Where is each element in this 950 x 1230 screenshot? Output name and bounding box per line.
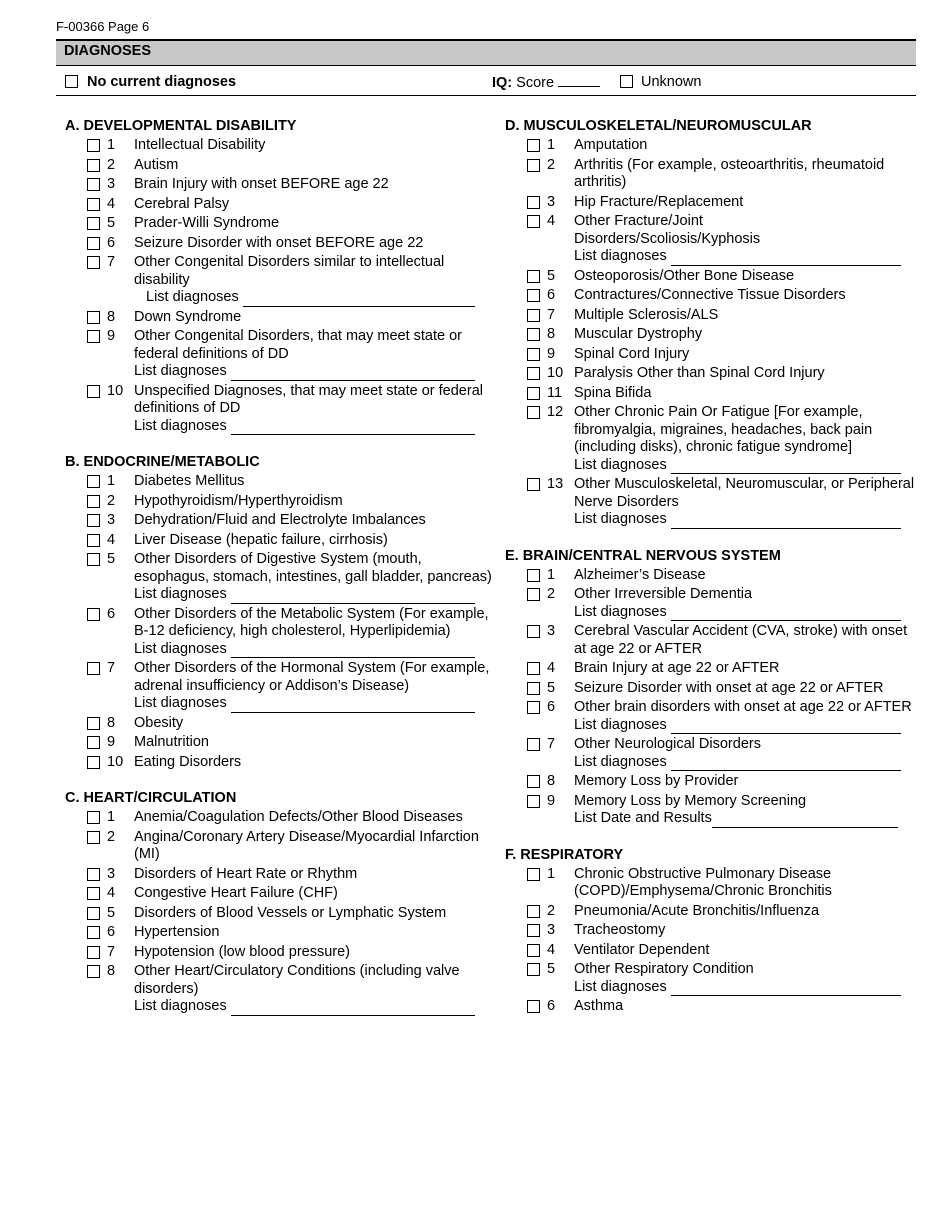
item-number: 7 bbox=[107, 660, 116, 676]
diagnosis-item[interactable] bbox=[65, 512, 495, 530]
item-number: 1 bbox=[547, 865, 556, 882]
diagnosis-item[interactable] bbox=[65, 383, 495, 436]
diagnosis-label: Other Fracture/Joint Disorders/Scoliosis/Kyphosis bbox=[574, 213, 761, 247]
list-diagnoses-label: List diagnoses bbox=[574, 456, 667, 473]
item-number: 2 bbox=[547, 156, 556, 173]
diagnosis-checkbox[interactable] bbox=[87, 311, 100, 324]
item-number: 8 bbox=[107, 963, 116, 979]
diagnosis-checkbox[interactable] bbox=[87, 495, 100, 508]
diagnosis-item[interactable] bbox=[505, 476, 915, 529]
diagnosis-checkbox[interactable] bbox=[87, 831, 100, 844]
header-row bbox=[56, 66, 916, 96]
item-number: 5 bbox=[107, 904, 116, 921]
item-number: 4 bbox=[547, 660, 556, 676]
diagnosis-item[interactable] bbox=[65, 660, 495, 713]
item-number: 5 bbox=[107, 551, 116, 567]
diagnosis-label: Anemia/Coagulation Defects/Other Blood Diseases bbox=[134, 809, 463, 825]
diagnosis-item[interactable] bbox=[505, 998, 915, 1016]
diagnosis-label: Hypothyroidism/Hyperthyroidism bbox=[134, 492, 343, 509]
diagnosis-label: Hypertension bbox=[134, 924, 220, 940]
diagnosis-label: Osteoporosis/Other Bone Disease bbox=[574, 267, 795, 284]
item-number: 3 bbox=[107, 176, 116, 192]
diagnosis-checkbox[interactable] bbox=[87, 514, 100, 527]
diagnosis-label: Other Respiratory Condition bbox=[574, 961, 754, 977]
page-title: DIAGNOSES bbox=[64, 43, 152, 59]
item-number: 7 bbox=[107, 254, 116, 270]
list-diagnoses-label: List diagnoses bbox=[134, 640, 227, 657]
diagnosis-checkbox[interactable] bbox=[87, 946, 100, 959]
diagnosis-checkbox[interactable] bbox=[527, 569, 540, 582]
diagnosis-item[interactable] bbox=[505, 680, 915, 698]
diagnosis-checkbox[interactable] bbox=[527, 701, 540, 714]
list-diagnoses-field[interactable] bbox=[231, 698, 475, 713]
item-number: 4 bbox=[547, 213, 556, 229]
diagnosis-checkbox[interactable] bbox=[87, 736, 100, 749]
diagnosis-checkbox[interactable] bbox=[87, 217, 100, 230]
diagnosis-label: Prader-Willi Syndrome bbox=[134, 215, 280, 231]
diagnosis-checkbox[interactable] bbox=[87, 868, 100, 881]
list-diagnoses-label: List diagnoses bbox=[574, 978, 667, 995]
list-diagnoses-label: List diagnoses bbox=[134, 363, 227, 379]
diagnosis-label: Other Heart/Circulatory Conditions (including valve disorders) bbox=[134, 963, 460, 997]
item-number: 5 bbox=[107, 215, 116, 231]
diagnosis-checkbox[interactable] bbox=[527, 944, 540, 957]
diagnosis-label: Diabetes Mellitus bbox=[134, 473, 245, 489]
item-number: 3 bbox=[547, 193, 556, 210]
diagnosis-label: Obesity bbox=[134, 714, 184, 731]
item-number: 1 bbox=[107, 473, 116, 489]
list-date-results-line bbox=[574, 810, 915, 828]
section-title-bar bbox=[56, 39, 916, 66]
item-number: 4 bbox=[547, 941, 556, 958]
list-diagnoses-label: List diagnoses bbox=[574, 603, 667, 620]
diagnosis-label: Multiple Sclerosis/ALS bbox=[574, 306, 719, 323]
diagnosis-checkbox[interactable] bbox=[87, 330, 100, 343]
diagnosis-item[interactable] bbox=[65, 137, 495, 155]
list-diagnoses-line bbox=[134, 586, 495, 604]
item-number: 1 bbox=[107, 137, 116, 153]
list-diagnoses-label: List diagnoses bbox=[574, 753, 667, 770]
section-developmental-disability bbox=[65, 118, 495, 435]
diagnosis-checkbox[interactable] bbox=[87, 475, 100, 488]
diagnosis-label: Amputation bbox=[574, 137, 648, 153]
diagnosis-label: Other Congenital Disorders similar to intellectual disability bbox=[134, 254, 445, 288]
diagnosis-item[interactable] bbox=[65, 754, 495, 772]
diagnosis-label: Spina Bifida bbox=[574, 384, 652, 401]
diagnosis-checkbox[interactable] bbox=[527, 406, 540, 419]
diagnosis-checkbox[interactable] bbox=[527, 309, 540, 322]
diagnosis-label: Disorders of Blood Vessels or Lymphatic System bbox=[134, 904, 447, 921]
diagnosis-item[interactable] bbox=[65, 606, 495, 659]
section-heading: C. HEART/CIRCULATION bbox=[65, 790, 237, 806]
section-heading: A. DEVELOPMENTAL DISABILITY bbox=[65, 118, 297, 134]
item-number: 6 bbox=[547, 998, 556, 1014]
diagnosis-item[interactable] bbox=[505, 903, 915, 921]
diagnosis-item[interactable] bbox=[505, 699, 915, 734]
list-diagnoses-label: List diagnoses bbox=[134, 586, 227, 602]
diagnosis-label: Dehydration/Fluid and Electrolyte Imbalances bbox=[134, 512, 426, 528]
diagnosis-checkbox[interactable] bbox=[527, 625, 540, 638]
list-diagnoses-label: List diagnoses bbox=[574, 716, 667, 733]
diagnosis-label: Disorders of Heart Rate or Rhythm bbox=[134, 865, 358, 882]
section-heading: E. BRAIN/CENTRAL NERVOUS SYSTEM bbox=[505, 547, 781, 564]
list-diagnoses-field[interactable] bbox=[671, 459, 901, 474]
list-diagnoses-label: List diagnoses bbox=[134, 998, 227, 1014]
diagnosis-label: Unspecified Diagnoses, that may meet state or federal definitions of DD bbox=[134, 382, 483, 416]
diagnosis-label: Malnutrition bbox=[134, 734, 209, 750]
diagnosis-item[interactable] bbox=[65, 235, 495, 253]
form-id: F-00366 Page 6 bbox=[56, 19, 150, 34]
diagnosis-label: Cerebral Vascular Accident (CVA, stroke) with onset at age 22 or AFTER bbox=[574, 623, 908, 657]
diagnosis-checkbox[interactable] bbox=[87, 811, 100, 824]
diagnosis-checkbox[interactable] bbox=[527, 367, 540, 380]
diagnosis-item[interactable] bbox=[505, 194, 915, 212]
diagnosis-label: Hip Fracture/Replacement bbox=[574, 193, 744, 210]
list-diagnoses-field[interactable] bbox=[231, 1001, 475, 1016]
diagnosis-item[interactable] bbox=[65, 885, 495, 903]
diagnosis-label: Other Disorders of the Metabolic System (For example, B-12 deficiency, high cholesterol, Hyperlipidemia) bbox=[134, 605, 489, 639]
diagnosis-checkbox[interactable] bbox=[527, 868, 540, 881]
diagnosis-item[interactable] bbox=[505, 736, 915, 771]
list-date-results-field[interactable] bbox=[712, 813, 898, 828]
list-diagnoses-line bbox=[574, 717, 915, 735]
diagnosis-item[interactable] bbox=[505, 586, 915, 621]
item-number: 7 bbox=[547, 736, 556, 752]
item-number: 5 bbox=[547, 961, 556, 977]
diagnosis-label: Memory Loss by Memory Screening bbox=[574, 792, 807, 809]
diagnosis-item[interactable] bbox=[505, 942, 915, 960]
diagnosis-label: Brain Injury at age 22 or AFTER bbox=[574, 660, 780, 676]
diagnosis-checkbox[interactable] bbox=[527, 905, 540, 918]
diagnosis-label: Asthma bbox=[574, 998, 624, 1014]
no-current-diagnoses-label: No current diagnoses bbox=[87, 74, 237, 90]
diagnosis-label: Other Congenital Disorders, that may meet state or federal definitions of DD bbox=[134, 328, 463, 362]
list-diagnoses-line bbox=[134, 363, 495, 381]
diagnosis-item[interactable] bbox=[65, 734, 495, 752]
list-diagnoses-line bbox=[134, 998, 495, 1016]
list-diagnoses-line bbox=[574, 979, 915, 997]
diagnosis-item[interactable] bbox=[505, 287, 915, 305]
diagnosis-label: Autism bbox=[134, 156, 179, 173]
item-number: 2 bbox=[547, 586, 556, 602]
iq-score-label: Score bbox=[516, 75, 555, 91]
diagnosis-label: Brain Injury with onset BEFORE age 22 bbox=[134, 176, 389, 192]
list-diagnoses-line bbox=[134, 641, 495, 659]
diagnosis-checkbox[interactable] bbox=[527, 1000, 540, 1013]
diagnosis-item[interactable] bbox=[65, 176, 495, 194]
list-diagnoses-label: List diagnoses bbox=[574, 248, 667, 264]
diagnosis-item[interactable] bbox=[65, 924, 495, 942]
diagnosis-label: Ventilator Dependent bbox=[574, 941, 710, 958]
diagnosis-item[interactable] bbox=[65, 196, 495, 214]
item-number: 9 bbox=[547, 345, 556, 362]
diagnosis-checkbox[interactable] bbox=[87, 198, 100, 211]
diagnosis-label: Down Syndrome bbox=[134, 308, 242, 325]
diagnosis-label: Other Disorders of the Hormonal System (For example, adrenal insufficiency or Addison’s Disease) bbox=[134, 660, 490, 694]
diagnosis-label: Other Musculoskeletal, Neuromuscular, or Peripheral Nerve Disorders bbox=[574, 476, 915, 510]
diagnosis-item[interactable] bbox=[505, 773, 915, 791]
section-heading: F. RESPIRATORY bbox=[505, 846, 624, 863]
diagnosis-item[interactable] bbox=[505, 213, 915, 266]
item-number: 3 bbox=[547, 922, 556, 938]
item-number: 9 bbox=[547, 792, 556, 809]
list-diagnoses-field[interactable] bbox=[671, 251, 901, 266]
left-column bbox=[65, 118, 495, 1035]
diagnosis-checkbox[interactable] bbox=[87, 717, 100, 730]
diagnosis-checkbox[interactable] bbox=[87, 139, 100, 152]
diagnosis-label: Other brain disorders with onset at age 22 or AFTER bbox=[574, 699, 912, 715]
item-number: 9 bbox=[107, 734, 116, 750]
diagnosis-item[interactable] bbox=[505, 385, 915, 403]
item-number: 8 bbox=[547, 773, 556, 789]
diagnosis-checkbox[interactable] bbox=[527, 478, 540, 491]
item-number: 10 bbox=[107, 753, 124, 770]
item-number: 6 bbox=[547, 287, 556, 303]
item-number: 4 bbox=[107, 885, 116, 901]
diagnosis-label: Seizure Disorder with onset at age 22 or AFTER bbox=[574, 679, 884, 696]
list-diagnoses-line bbox=[574, 754, 915, 772]
diagnosis-label: Alzheimer’s Disease bbox=[574, 566, 706, 583]
iq-score-field[interactable] bbox=[558, 74, 600, 87]
diagnosis-item[interactable] bbox=[505, 961, 915, 996]
diagnosis-item[interactable] bbox=[65, 309, 495, 327]
diagnosis-label: Chronic Obstructive Pulmonary Disease (COPD)/Emphysema/Chronic Bronchitis bbox=[574, 865, 832, 899]
diagnosis-item[interactable] bbox=[505, 660, 915, 678]
list-diagnoses-line bbox=[134, 418, 495, 436]
diagnosis-checkbox[interactable] bbox=[527, 588, 540, 601]
diagnosis-checkbox[interactable] bbox=[87, 965, 100, 978]
item-number: 2 bbox=[107, 828, 116, 845]
diagnosis-item[interactable] bbox=[505, 567, 915, 585]
diagnosis-label: Congestive Heart Failure (CHF) bbox=[134, 885, 338, 901]
diagnosis-checkbox[interactable] bbox=[87, 159, 100, 172]
diagnosis-item[interactable] bbox=[505, 157, 915, 192]
diagnosis-item[interactable] bbox=[505, 365, 915, 383]
diagnosis-checkbox[interactable] bbox=[527, 159, 540, 172]
item-number: 2 bbox=[107, 156, 116, 173]
diagnosis-checkbox[interactable] bbox=[87, 926, 100, 939]
list-diagnoses-line bbox=[574, 457, 915, 475]
item-number: 4 bbox=[107, 195, 116, 212]
item-number: 10 bbox=[107, 382, 124, 399]
diagnosis-item[interactable] bbox=[65, 254, 495, 307]
diagnosis-label: Arthritis (For example, osteoarthritis, rheumatoid arthritis) bbox=[574, 156, 885, 190]
item-number: 7 bbox=[547, 306, 556, 323]
diagnosis-checkbox[interactable] bbox=[527, 289, 540, 302]
diagnosis-checkbox[interactable] bbox=[87, 608, 100, 621]
item-number: 1 bbox=[547, 137, 556, 153]
diagnosis-checkbox[interactable] bbox=[87, 662, 100, 675]
diagnosis-item[interactable] bbox=[65, 944, 495, 962]
item-number: 11 bbox=[547, 384, 563, 401]
list-diagnoses-field[interactable] bbox=[243, 292, 475, 307]
item-number: 3 bbox=[547, 623, 556, 639]
diagnosis-label: Tracheostomy bbox=[574, 922, 666, 938]
diagnosis-checkbox[interactable] bbox=[527, 738, 540, 751]
diagnosis-item[interactable] bbox=[65, 215, 495, 233]
list-diagnoses-field[interactable] bbox=[671, 514, 901, 529]
diagnosis-item[interactable] bbox=[65, 905, 495, 923]
diagnosis-label: Memory Loss by Provider bbox=[574, 773, 739, 789]
diagnosis-checkbox[interactable] bbox=[527, 795, 540, 808]
section-heading: B. ENDOCRINE/METABOLIC bbox=[65, 454, 260, 470]
list-diagnoses-field[interactable] bbox=[231, 589, 475, 604]
diagnosis-item[interactable] bbox=[505, 346, 915, 364]
list-diagnoses-line bbox=[134, 289, 495, 307]
item-number: 5 bbox=[547, 679, 556, 696]
diagnosis-checkbox[interactable] bbox=[527, 328, 540, 341]
item-number: 6 bbox=[107, 605, 116, 622]
diagnosis-item[interactable] bbox=[65, 328, 495, 381]
diagnosis-item[interactable] bbox=[65, 963, 495, 1016]
list-diagnoses-label: List diagnoses bbox=[134, 417, 227, 434]
item-number: 3 bbox=[107, 865, 116, 882]
diagnosis-label: Other Irreversible Dementia bbox=[574, 586, 753, 602]
diagnosis-label: Pneumonia/Acute Bronchitis/Influenza bbox=[574, 902, 820, 919]
diagnosis-checkbox[interactable] bbox=[87, 887, 100, 900]
item-number: 13 bbox=[547, 476, 564, 492]
diagnosis-label: Spinal Cord Injury bbox=[574, 345, 690, 362]
item-number: 7 bbox=[107, 943, 116, 960]
right-column bbox=[505, 118, 915, 1035]
list-diagnoses-field[interactable] bbox=[231, 420, 475, 435]
item-number: 8 bbox=[107, 308, 116, 325]
diagnosis-checkbox[interactable] bbox=[87, 756, 100, 769]
diagnosis-label: Other Neurological Disorders bbox=[574, 736, 761, 752]
diagnosis-checkbox[interactable] bbox=[527, 270, 540, 283]
diagnosis-item[interactable] bbox=[505, 404, 915, 474]
diagnosis-label: Angina/Coronary Artery Disease/Myocardial Infarction (MI) bbox=[134, 828, 479, 862]
list-diagnoses-field[interactable] bbox=[671, 719, 901, 734]
diagnosis-label: Eating Disorders bbox=[134, 753, 242, 770]
list-diagnoses-field[interactable] bbox=[671, 981, 901, 996]
diagnosis-item[interactable] bbox=[65, 493, 495, 511]
item-number: 6 bbox=[547, 699, 556, 715]
list-diagnoses-line bbox=[574, 604, 915, 622]
diagnosis-checkbox[interactable] bbox=[527, 139, 540, 152]
diagnosis-item[interactable] bbox=[505, 268, 915, 286]
diagnosis-checkbox[interactable] bbox=[527, 682, 540, 695]
item-number: 6 bbox=[107, 234, 116, 251]
diagnosis-item[interactable] bbox=[65, 473, 495, 491]
item-number: 5 bbox=[547, 267, 556, 284]
diagnosis-item[interactable] bbox=[65, 551, 495, 604]
section-endocrine-metabolic bbox=[65, 454, 495, 771]
list-diagnoses-field[interactable] bbox=[671, 606, 901, 621]
diagnosis-checkbox[interactable] bbox=[87, 534, 100, 547]
diagnosis-item[interactable] bbox=[505, 623, 915, 658]
list-diagnoses-label: List diagnoses bbox=[574, 511, 667, 527]
diagnosis-item[interactable] bbox=[65, 157, 495, 175]
diagnosis-checkbox[interactable] bbox=[527, 775, 540, 788]
section-heading: D. MUSCULOSKELETAL/NEUROMUSCULAR bbox=[505, 118, 812, 134]
diagnosis-item[interactable] bbox=[65, 532, 495, 550]
diagnosis-label: Muscular Dystrophy bbox=[574, 326, 703, 342]
diagnosis-checkbox[interactable] bbox=[87, 178, 100, 191]
list-diagnoses-line bbox=[134, 695, 495, 713]
no-current-diagnoses-checkbox[interactable] bbox=[65, 75, 78, 88]
diagnosis-checkbox[interactable] bbox=[527, 215, 540, 228]
section-musculoskeletal bbox=[505, 118, 915, 529]
diagnosis-item[interactable] bbox=[65, 866, 495, 884]
diagnosis-item[interactable] bbox=[505, 793, 915, 828]
diagnosis-checkbox[interactable] bbox=[527, 196, 540, 209]
iq-unknown-checkbox[interactable] bbox=[620, 75, 633, 88]
diagnosis-item[interactable] bbox=[505, 866, 915, 901]
item-number: 3 bbox=[107, 512, 116, 528]
diagnosis-item[interactable] bbox=[65, 715, 495, 733]
diagnosis-label: Cerebral Palsy bbox=[134, 195, 230, 212]
list-date-results-label: List Date and Results bbox=[574, 810, 712, 826]
list-diagnoses-line bbox=[574, 511, 915, 529]
item-number: 9 bbox=[107, 328, 116, 344]
item-number: 8 bbox=[547, 326, 556, 342]
diagnosis-label: Seizure Disorder with onset BEFORE age 22 bbox=[134, 234, 424, 251]
diagnosis-checkbox[interactable] bbox=[527, 387, 540, 400]
item-number: 12 bbox=[547, 404, 564, 420]
diagnosis-label: Contractures/Connective Tissue Disorders bbox=[574, 287, 846, 303]
diagnosis-checkbox[interactable] bbox=[527, 348, 540, 361]
item-number: 8 bbox=[107, 714, 116, 731]
diagnosis-checkbox[interactable] bbox=[87, 907, 100, 920]
list-diagnoses-field[interactable] bbox=[231, 366, 475, 381]
item-number: 2 bbox=[547, 902, 556, 919]
diagnosis-item[interactable] bbox=[65, 829, 495, 864]
diagnosis-item[interactable] bbox=[505, 922, 915, 940]
item-number: 1 bbox=[547, 566, 556, 583]
section-respiratory bbox=[505, 847, 915, 1016]
iq-score bbox=[492, 74, 600, 91]
list-diagnoses-label: List diagnoses bbox=[146, 289, 239, 305]
diagnosis-item[interactable] bbox=[505, 137, 915, 155]
diagnosis-label: Hypotension (low blood pressure) bbox=[134, 943, 350, 960]
section-heart-circulation bbox=[65, 790, 495, 1016]
list-diagnoses-label: List diagnoses bbox=[134, 695, 227, 711]
list-diagnoses-field[interactable] bbox=[231, 643, 475, 658]
diagnosis-label: Paralysis Other than Spinal Cord Injury bbox=[574, 365, 825, 381]
diagnosis-checkbox[interactable] bbox=[527, 963, 540, 976]
diagnosis-checkbox[interactable] bbox=[87, 385, 100, 398]
diagnosis-checkbox[interactable] bbox=[527, 662, 540, 675]
diagnosis-checkbox[interactable] bbox=[87, 237, 100, 250]
diagnosis-label: Liver Disease (hepatic failure, cirrhosis) bbox=[134, 531, 388, 548]
diagnosis-checkbox[interactable] bbox=[87, 256, 100, 269]
list-diagnoses-line bbox=[574, 248, 915, 266]
item-number: 4 bbox=[107, 531, 116, 548]
item-number: 10 bbox=[547, 365, 564, 381]
item-number: 2 bbox=[107, 492, 116, 509]
iq-unknown-label: Unknown bbox=[641, 74, 702, 90]
item-number: 6 bbox=[107, 924, 116, 940]
iq-label: IQ: bbox=[492, 75, 513, 91]
diagnosis-item[interactable] bbox=[505, 307, 915, 325]
diagnosis-item[interactable] bbox=[505, 326, 915, 344]
diagnosis-checkbox[interactable] bbox=[527, 924, 540, 937]
list-diagnoses-field[interactable] bbox=[671, 756, 901, 771]
diagnosis-label: Intellectual Disability bbox=[134, 137, 266, 153]
section-brain-cns bbox=[505, 548, 915, 828]
item-number: 1 bbox=[107, 809, 116, 825]
diagnosis-item[interactable] bbox=[65, 809, 495, 827]
diagnosis-checkbox[interactable] bbox=[87, 553, 100, 566]
diagnosis-label: Other Chronic Pain Or Fatigue [For example, fibromyalgia, migraines, headaches, back pain (including disks), chronic fatigue syndrome] bbox=[574, 404, 873, 455]
diagnosis-label: Other Disorders of Digestive System (mouth, esophagus, stomach, intestines, gall bladder, pancreas) bbox=[134, 551, 492, 585]
